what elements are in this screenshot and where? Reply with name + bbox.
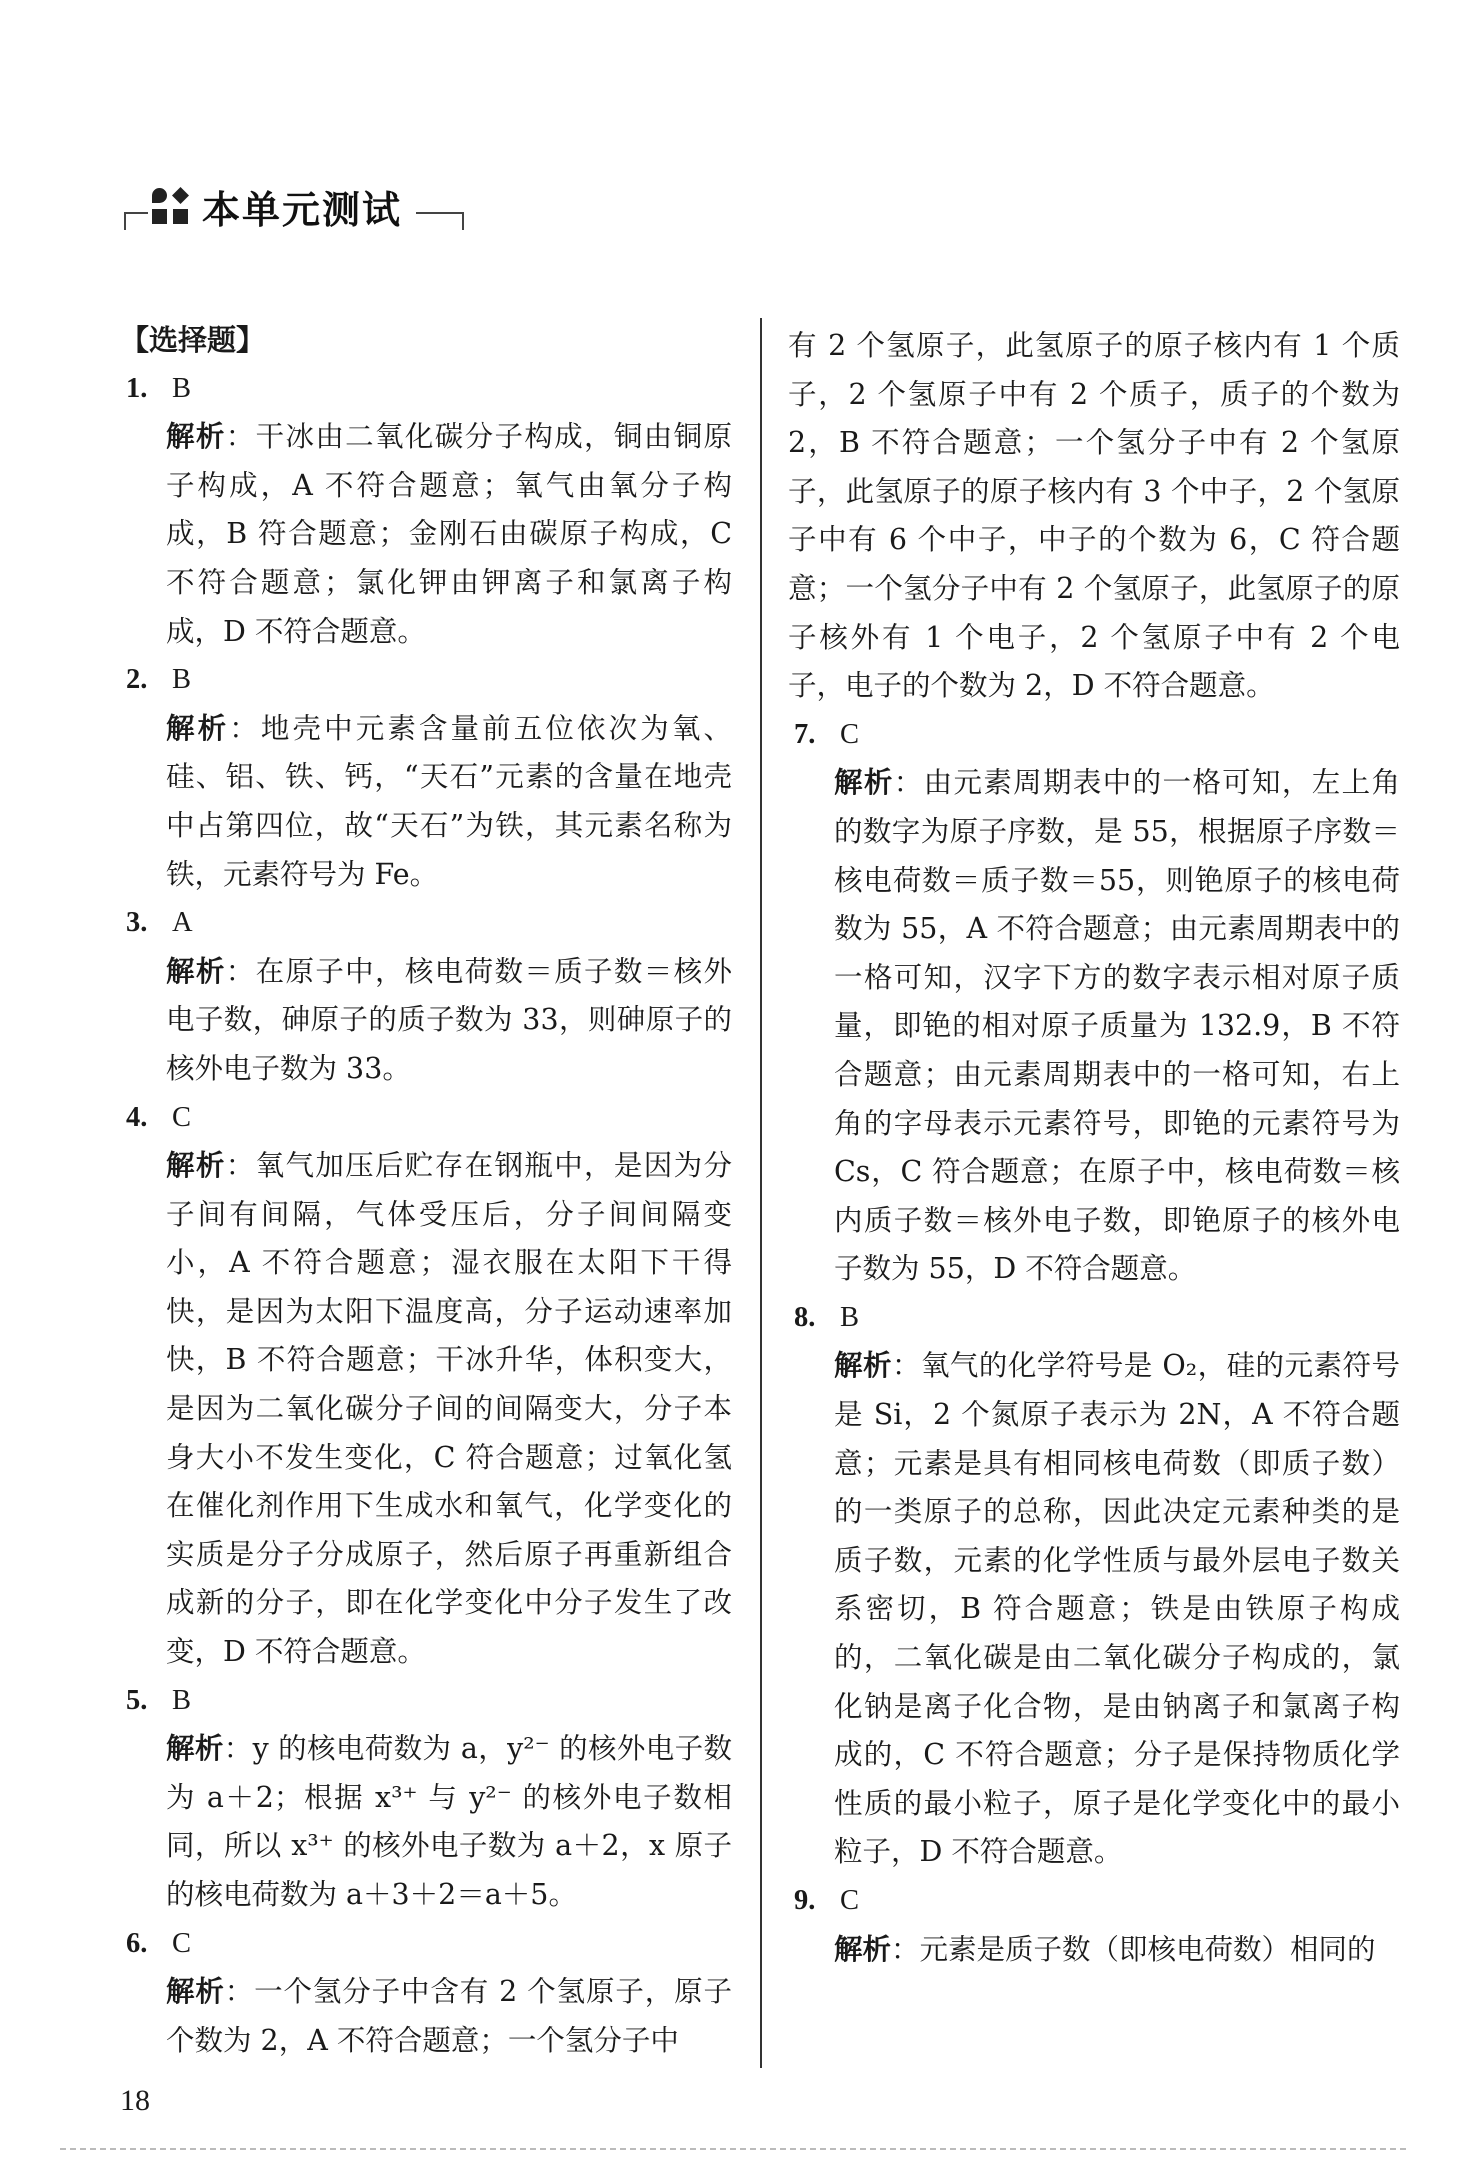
answer-choice: B (172, 372, 192, 404)
answer-choice: C (172, 1927, 192, 1959)
explanation (788, 759, 1400, 1294)
right-question-list (788, 711, 1400, 1974)
question-item (120, 656, 732, 899)
answer-choice: B (172, 664, 192, 696)
question-answer-row (120, 365, 732, 414)
question-item (120, 1677, 732, 1920)
header-rule-left (124, 212, 126, 230)
question-item (120, 1094, 732, 1677)
question-item (788, 1877, 1400, 1974)
unit-test-icon (152, 188, 188, 224)
footer-rule (60, 2148, 1406, 2150)
question-item (120, 899, 732, 1093)
question-number: 5. (126, 1684, 148, 1716)
question-answer-row (788, 1294, 1400, 1343)
answer-choice: C (840, 1885, 860, 1916)
explanation (120, 1142, 732, 1677)
question-number: 3. (126, 907, 148, 939)
question-item (788, 711, 1400, 1294)
section-title: 【选择题】 (120, 323, 266, 357)
question-number: 1. (126, 372, 148, 404)
question-answer-row (120, 656, 732, 705)
explanation (788, 1926, 1400, 1975)
answer-choice: B (840, 1301, 860, 1333)
left-question-list (120, 365, 732, 2066)
explanation-label: 解析 (834, 1349, 892, 1383)
question-answer-row (120, 1677, 732, 1726)
explanation-text: ：y 的核电荷数为 a，y²⁻ 的核外电子数为 a＋2；根据 x³⁺ 与 y²⁻ 的核外电子数相同，所以 x³⁺ 的核外电子数为 a＋2，x 原子的核电荷数为 a＋3＋2＝a＋5。 (166, 1732, 732, 1911)
question-answer-row (788, 711, 1400, 760)
column-divider (760, 318, 762, 2068)
explanation-label: 解析 (166, 711, 230, 745)
explanation (120, 705, 732, 899)
section-header (124, 176, 464, 236)
question-item (120, 365, 732, 657)
explanation-label: 解析 (166, 1975, 225, 2009)
question-answer-row (120, 1094, 732, 1143)
explanation (120, 1968, 732, 2065)
answer-choice: B (172, 1684, 192, 1716)
explanation-text: ：元素是质子数（即核电荷数）相同的 (891, 1932, 1376, 1966)
explanation (120, 413, 732, 656)
explanation (120, 948, 732, 1094)
right-column (788, 322, 1400, 1974)
explanation-label: 解析 (166, 954, 226, 988)
explanation-label: 解析 (166, 420, 226, 454)
explanation-text: ：氧气加压后贮存在钢瓶中，是因为分子间有间隔，气体受压后，分子间间隔变小，A 不符合题意；湿衣服在太阳下干得快，是因为太阳下温度高，分子运动速率加快，B 不符合题意；干冰升华，体积变大，是因为二氧化碳分子间的间隔变大，分子本身大小不发生变化，C 符合题意；过氧化氢在催化剂作用下生成水和氧气，化学变化的实质是分子分成原子，然后原子再重新组合成新的分子，即在化学变化中分子发生了改变，D 不符合题意。 (166, 1149, 732, 1669)
question-answer-row (120, 899, 732, 948)
explanation-label: 解析 (834, 766, 894, 800)
header-title-box (148, 176, 416, 236)
question-number: 7. (794, 718, 816, 750)
question-number: 6. (126, 1927, 148, 1959)
header-rule-right (462, 212, 464, 230)
explanation-text: ：由元素周期表中的一格可知，左上角的数字为原子序数，是 55，根据原子序数＝核电荷数＝质子数＝55，则铯原子的核电荷数为 55，A 不符合题意；由元素周期表中的一格可知，汉字下方的数字表示相对原子质量，即铯的相对原子质量为 132.9，B 不符合题意；由元素周期表中的一格可知，右上角的字母表示元素符号，即铯的元素符号为 Cs，C 符合题意；在原子中，核电荷数＝核内质子数＝核外电子数，即铯原子的核外电子数为 55，D 不符合题意。 (834, 766, 1400, 1286)
answer-choice: A (172, 907, 193, 939)
question-number: 4. (126, 1101, 148, 1133)
explanation-label: 解析 (166, 1149, 226, 1183)
explanation-text: ：地壳中元素含量前五位依次为氧、硅、铝、铁、钙，“天石”元素的含量在地壳中占第四位，故“天石”为铁，其元素名称为铁，元素符号为 Fe。 (166, 711, 732, 891)
question-number: 2. (126, 664, 148, 696)
page-number: 18 (120, 2084, 150, 2117)
explanation-text: ：氧气的化学符号是 O₂，硅的元素符号是 Si，2 个氮原子表示为 2N，A 不符合题意；元素是具有相同核电荷数（即质子数）的一类原子的总称，因此决定元素种类的是质子数，元素的化学性质与最外层电子数关系密切，B 符合题意；铁是由铁原子构成的，二氧化碳是由二氧化碳分子构成的，氯化钠是离子化合物，是由钠离子和氯离子构成的，C 不符合题意；分子是保持物质化学性质的最小粒子，原子是化学变化中的最小粒子，D 不符合题意。 (834, 1349, 1400, 1869)
explanation-label: 解析 (834, 1932, 892, 1966)
explanation (788, 1342, 1400, 1877)
answer-choice: C (172, 1101, 192, 1133)
question-answer-row (120, 1920, 732, 1969)
question-number: 9. (794, 1885, 816, 1916)
left-column (120, 316, 732, 2065)
page-title: 本单元测试 (202, 187, 403, 232)
explanation-text: ：一个氢分子中含有 2 个氢原子，原子个数为 2，A 不符合题意；一个氢分子中 (166, 1975, 732, 2057)
explanation (120, 1725, 732, 1919)
explanation-text: ：在原子中，核电荷数＝质子数＝核外电子数，砷原子的质子数为 33，则砷原子的核外电子数为 33。 (166, 954, 732, 1085)
question-number: 8. (794, 1301, 816, 1333)
answer-choice: C (840, 718, 860, 750)
explanation-text: ：干冰由二氧化碳分子构成，铜由铜原子构成，A 不符合题意；氧气由氧分子构成，B 符合题意；金刚石由碳原子构成，C 不符合题意；氯化钾由钾离子和氯离子构成，D 不符合题意。 (166, 420, 732, 648)
explanation-label: 解析 (166, 1732, 224, 1766)
question-item (788, 1294, 1400, 1877)
question-answer-row (788, 1877, 1400, 1926)
continued-explanation: 有 2 个氢原子，此氢原子的原子核内有 1 个质子，2 个氢原子中有 2 个质子，质子的个数为 2，B 不符合题意；一个氢分子中有 2 个氢原子，此氢原子的原子核内有 3 个中子，2 个氢原子中有 6 个中子，中子的个数为 6，C 符合题意；一个氢分子中有 2 个氢原子，此氢原子的原子核外有 1 个电子，2 个氢原子中有 2 个电子，电子的个数为 2，D 不符合题意。 (788, 329, 1400, 703)
question-item (120, 1920, 732, 2066)
